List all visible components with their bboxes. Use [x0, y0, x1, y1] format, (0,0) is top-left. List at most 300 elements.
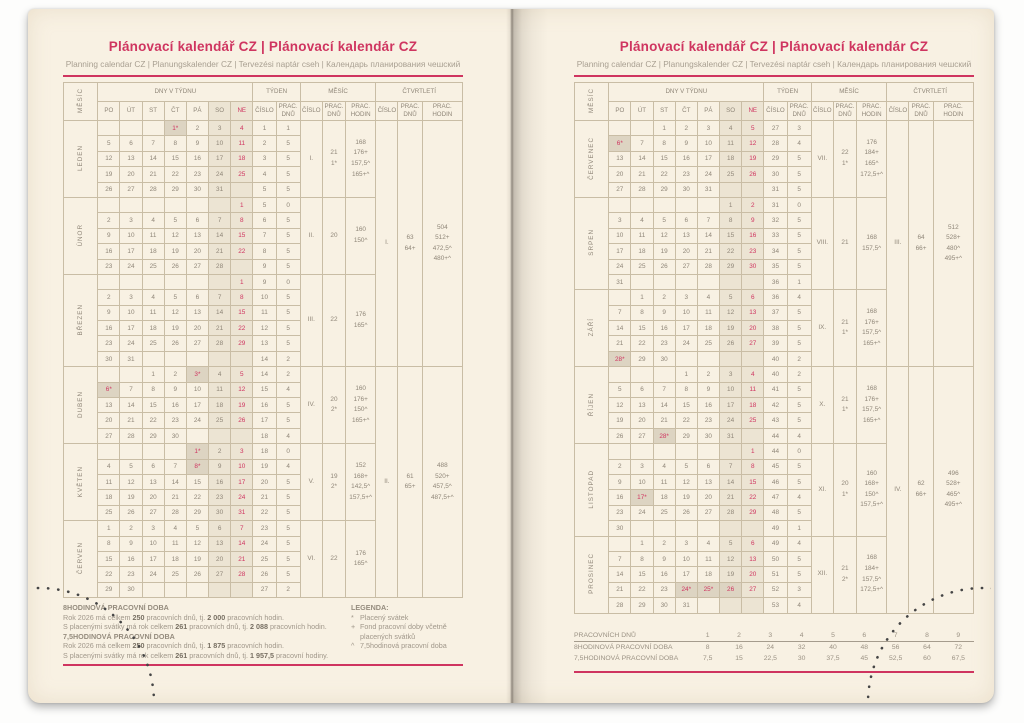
day-cell: 9 — [742, 213, 764, 228]
day-cell: 31 — [209, 182, 231, 197]
day-cell: 19 — [653, 244, 675, 259]
day-cell — [98, 121, 120, 136]
day-cell: 12 — [653, 228, 675, 243]
day-cell: 3 — [609, 213, 631, 228]
month-label: KVĚTEN — [64, 444, 98, 521]
week-number-cell: 49 — [764, 521, 787, 536]
quarter-workdays-cell: 64 66+ — [909, 121, 933, 367]
week-number-cell: 40 — [764, 351, 787, 366]
week-number-cell: 29 — [764, 151, 787, 166]
month-workdays-cell: 20 — [322, 197, 345, 274]
legend-item: * Placený svátek — [351, 612, 409, 622]
day-cell — [231, 351, 253, 366]
day-cell: 9 — [697, 382, 719, 397]
day-cell: 17 — [609, 244, 631, 259]
month-workdays-cell: 22 — [322, 274, 345, 366]
day-cell — [742, 521, 764, 536]
week-workdays-cell: 0 — [276, 197, 300, 212]
month-number-cell: VI. — [300, 521, 322, 598]
day-cell: 28 — [142, 182, 164, 197]
day-cell: 10 — [209, 136, 231, 151]
day-cell: 29 — [742, 505, 764, 520]
week-workdays-cell: 4 — [787, 136, 811, 151]
day-cell — [120, 274, 142, 289]
day-cell: 29 — [631, 351, 653, 366]
day-cell: 15 — [653, 151, 675, 166]
day-cell — [120, 121, 142, 136]
week-workdays-cell: 5 — [276, 136, 300, 151]
quarter-workdays-header: PRAC. DNŮ — [398, 102, 422, 121]
week-number-cell: 22 — [253, 505, 276, 520]
week-workdays-cell: 5 — [787, 505, 811, 520]
month-hours-cell: 160 150^ — [346, 197, 376, 274]
day-header: ÚT — [631, 102, 653, 121]
day-header: NE — [742, 102, 764, 121]
mini-value-cell: 22,5 — [763, 654, 777, 662]
day-cell: 5 — [675, 459, 697, 474]
quarter-hours-cell: 504 512+ 472,5^ 480+^ — [422, 121, 462, 367]
month-number-cell: IV. — [300, 367, 322, 444]
day-cell: 27 — [98, 428, 120, 443]
day-cell: 20 — [98, 413, 120, 428]
day-cell — [631, 274, 653, 289]
month-group-header: MĚSÍC — [811, 83, 887, 102]
week-number-cell: 23 — [253, 521, 276, 536]
week-workdays-cell: 4 — [787, 490, 811, 505]
legend-item: + Fond pracovní doby včetně placených svátků — [351, 622, 447, 641]
page-title: Plánovací kalendář CZ | Plánovací kalendár CZ — [108, 39, 418, 54]
month-label: DUBEN — [64, 367, 98, 444]
week-number-cell: 34 — [764, 244, 787, 259]
day-cell: 15 — [675, 398, 697, 413]
week-number-cell: 26 — [253, 567, 276, 582]
week-number-header: ČÍSLO — [764, 102, 787, 121]
day-cell: 24 — [675, 336, 697, 351]
day-cell: 18 — [697, 567, 719, 582]
day-cell: 5 — [720, 290, 742, 305]
week-workdays-cell: 5 — [787, 182, 811, 197]
day-cell: 25 — [653, 505, 675, 520]
day-cell — [653, 444, 675, 459]
week-workdays-cell: 5 — [276, 228, 300, 243]
week-number-cell: 30 — [764, 167, 787, 182]
day-cell: 26 — [609, 428, 631, 443]
day-cell — [231, 428, 253, 443]
day-cell: 5 — [98, 136, 120, 151]
day-cell — [742, 182, 764, 197]
month-label: SRPEN — [575, 197, 609, 289]
header-rule — [574, 75, 974, 77]
day-cell: 12 — [120, 474, 142, 489]
day-cell: 6 — [742, 536, 764, 551]
day-cell: 10 — [609, 228, 631, 243]
month-number-header: ČÍSLO — [811, 102, 833, 121]
month-label: ÚNOR — [64, 197, 98, 274]
day-cell — [164, 444, 186, 459]
day-cell: 24 — [120, 259, 142, 274]
day-cell: 7 — [631, 136, 653, 151]
day-cell: 9 — [675, 136, 697, 151]
day-cell: 28* — [653, 428, 675, 443]
day-cell: 8 — [231, 213, 253, 228]
day-cell — [720, 444, 742, 459]
day-cell: 1 — [653, 121, 675, 136]
day-cell: 8 — [142, 382, 164, 397]
footer-8h-line: Rok 2026 má celkem 250 pracovních dnů, tj. 2 000 pracovních hodin. — [63, 612, 284, 622]
mini-value-cell: 72 — [954, 643, 963, 651]
day-cell: 6 — [120, 136, 142, 151]
day-cell — [164, 351, 186, 366]
day-cell: 26 — [742, 167, 764, 182]
month-label: LISTOPAD — [575, 444, 609, 536]
week-workdays-cell: 2 — [276, 367, 300, 382]
day-cell: 8 — [742, 459, 764, 474]
day-cell — [186, 274, 208, 289]
day-cell: 23 — [98, 336, 120, 351]
day-cell: 29 — [675, 428, 697, 443]
day-cell — [209, 428, 231, 443]
day-cell — [697, 197, 719, 212]
day-cell: 31 — [675, 598, 697, 613]
day-cell: 18 — [631, 244, 653, 259]
week-number-cell: 44 — [764, 444, 787, 459]
week-number-cell: 36 — [764, 290, 787, 305]
day-cell: 20 — [631, 413, 653, 428]
mini-value-cell: 30 — [797, 654, 806, 662]
day-cell: 21 — [609, 336, 631, 351]
month-number-cell: III. — [300, 274, 322, 366]
day-cell: 28 — [209, 336, 231, 351]
page-subtitle: Planning calendar CZ | Planungskalender CZ | Tervezési naptár cseh | Календарь планирования чешский — [65, 59, 461, 69]
day-cell: 27 — [742, 336, 764, 351]
day-cell: 4 — [142, 290, 164, 305]
week-workdays-cell: 5 — [276, 244, 300, 259]
day-cell: 21 — [231, 551, 253, 566]
day-cell: 16 — [609, 490, 631, 505]
day-cell: 11 — [231, 136, 253, 151]
footer-75h-title: 7,5HODINOVÁ PRACOVNÍ DOBA — [63, 631, 175, 641]
day-cell: 24 — [720, 413, 742, 428]
month-label: ČERVEN — [64, 521, 98, 598]
day-cell — [120, 197, 142, 212]
day-cell: 28 — [209, 259, 231, 274]
day-cell: 16 — [98, 244, 120, 259]
day-cell: 29 — [98, 582, 120, 597]
day-cell: 28 — [631, 182, 653, 197]
week-number-cell: 7 — [253, 228, 276, 243]
day-cell: 6 — [209, 521, 231, 536]
month-workdays-cell: 19 2* — [322, 444, 345, 521]
month-label: BŘEZEN — [64, 274, 98, 366]
day-cell: 13 — [98, 398, 120, 413]
quarter-number-cell: I. — [376, 121, 398, 367]
day-cell: 5 — [231, 367, 253, 382]
day-cell: 23 — [653, 582, 675, 597]
day-cell: 17 — [675, 321, 697, 336]
day-cell — [98, 274, 120, 289]
day-cell: 10 — [120, 305, 142, 320]
day-cell: 20 — [697, 490, 719, 505]
mini-value-cell: 9 — [943, 631, 974, 642]
day-cell: 11 — [631, 228, 653, 243]
day-cell: 1 — [720, 197, 742, 212]
day-cell: 23 — [742, 244, 764, 259]
day-cell: 25 — [98, 505, 120, 520]
month-hours-cell: 168 157,5^ — [857, 197, 887, 289]
day-cell: 31 — [609, 274, 631, 289]
day-cell: 11 — [164, 536, 186, 551]
day-cell: 2 — [164, 367, 186, 382]
week-workdays-cell: 0 — [787, 197, 811, 212]
day-cell: 21 — [609, 582, 631, 597]
day-cell — [653, 274, 675, 289]
day-cell: 15 — [231, 228, 253, 243]
day-cell: 24 — [697, 167, 719, 182]
day-cell — [675, 521, 697, 536]
day-cell: 31 — [697, 182, 719, 197]
quarter-hours-cell: 496 528+ 465^ 495+^ — [933, 367, 973, 613]
mini-value-cell: 8 — [911, 631, 942, 642]
day-cell: 7 — [142, 136, 164, 151]
day-cell — [697, 444, 719, 459]
mini-value-cell: 56 — [891, 643, 900, 651]
week-number-cell: 21 — [253, 490, 276, 505]
day-cell: 1 — [675, 367, 697, 382]
day-cell: 17 — [675, 567, 697, 582]
mini-value-cell: 1 — [692, 631, 723, 642]
day-cell: 25 — [742, 413, 764, 428]
days-group-header: DNY V TÝDNU — [98, 83, 253, 102]
day-cell: 4 — [697, 290, 719, 305]
day-cell: 29 — [142, 428, 164, 443]
day-cell — [231, 259, 253, 274]
day-cell: 11 — [697, 305, 719, 320]
week-workdays-cell: 5 — [276, 167, 300, 182]
day-cell: 3 — [631, 459, 653, 474]
week-workdays-cell: 4 — [787, 598, 811, 613]
day-cell — [631, 121, 653, 136]
day-cell — [631, 444, 653, 459]
day-cell: 10 — [120, 228, 142, 243]
day-cell: 19 — [675, 490, 697, 505]
week-workdays-cell: 1 — [276, 121, 300, 136]
legend — [351, 603, 463, 660]
day-cell — [675, 444, 697, 459]
day-cell: 26 — [720, 582, 742, 597]
week-number-cell: 43 — [764, 413, 787, 428]
day-cell: 22 — [631, 582, 653, 597]
day-cell: 18 — [142, 244, 164, 259]
day-cell: 19 — [164, 321, 186, 336]
week-workdays-header: PRAC. DNŮ — [787, 102, 811, 121]
week-number-cell: 14 — [253, 351, 276, 366]
day-cell: 30 — [697, 428, 719, 443]
week-workdays-cell: 4 — [787, 290, 811, 305]
mini-value-cell: 45 — [860, 654, 869, 662]
day-cell: 3 — [675, 290, 697, 305]
day-header: PÁ — [697, 102, 719, 121]
day-cell: 18 — [742, 398, 764, 413]
day-cell: 30 — [120, 582, 142, 597]
week-workdays-cell: 5 — [276, 213, 300, 228]
mini-value-cell: 40 — [829, 643, 837, 651]
day-cell: 27 — [675, 259, 697, 274]
month-number-cell: XII. — [811, 536, 833, 613]
day-cell: 15 — [720, 228, 742, 243]
mini-value-cell: 37,5 — [826, 654, 840, 662]
day-cell: 21 — [720, 490, 742, 505]
day-cell: 2 — [209, 444, 231, 459]
day-cell: 15 — [231, 305, 253, 320]
week-workdays-cell: 5 — [787, 228, 811, 243]
week-number-cell: 31 — [764, 197, 787, 212]
day-cell — [142, 274, 164, 289]
week-workdays-cell: 5 — [787, 244, 811, 259]
day-cell: 18 — [697, 321, 719, 336]
week-number-cell: 1 — [253, 121, 276, 136]
day-cell: 10 — [675, 305, 697, 320]
day-cell: 5 — [720, 536, 742, 551]
day-cell: 14 — [120, 398, 142, 413]
footer-rule — [63, 664, 463, 666]
week-number-cell: 11 — [253, 305, 276, 320]
day-cell: 5 — [609, 382, 631, 397]
week-workdays-header: PRAC. DNŮ — [276, 102, 300, 121]
day-cell: 7 — [209, 213, 231, 228]
day-cell: 18 — [98, 490, 120, 505]
week-workdays-cell: 5 — [276, 474, 300, 489]
days-group-header: DNY V TÝDNU — [609, 83, 764, 102]
day-cell: 25 — [164, 567, 186, 582]
planner-spread — [28, 9, 994, 703]
footer-8h-title: 8HODINOVÁ PRACOVNÍ DOBA — [63, 603, 169, 613]
day-cell: 11 — [142, 228, 164, 243]
day-cell: 6 — [631, 382, 653, 397]
day-cell: 4 — [209, 367, 231, 382]
day-cell: 25 — [720, 167, 742, 182]
day-cell: 22 — [142, 413, 164, 428]
week-workdays-cell: 5 — [787, 398, 811, 413]
week-number-cell: 25 — [253, 551, 276, 566]
day-cell: 9 — [653, 551, 675, 566]
day-header: SO — [720, 102, 742, 121]
day-cell: 1* — [186, 444, 208, 459]
mini-value-cell: 6 — [849, 631, 880, 642]
day-cell — [609, 444, 631, 459]
day-cell: 4 — [231, 121, 253, 136]
week-number-cell: 5 — [253, 197, 276, 212]
week-number-cell: 49 — [764, 536, 787, 551]
day-cell: 18 — [142, 321, 164, 336]
day-cell: 15 — [186, 474, 208, 489]
week-number-cell: 18 — [253, 444, 276, 459]
week-workdays-cell: 5 — [787, 321, 811, 336]
mini-row-label: PRACOVNÍCH DNŮ — [574, 631, 692, 642]
month-hours-cell: 176 184+ 165^ 172,5+^ — [857, 121, 887, 198]
day-cell — [120, 367, 142, 382]
month-hours-cell: 168 176+ 157,5^ 165+^ — [346, 121, 376, 198]
day-cell: 22 — [675, 413, 697, 428]
week-number-cell: 15 — [253, 382, 276, 397]
day-cell: 18 — [209, 398, 231, 413]
day-cell: 9 — [653, 305, 675, 320]
week-workdays-cell: 4 — [787, 428, 811, 443]
week-workdays-cell: 5 — [787, 413, 811, 428]
workhours-conversion-table — [574, 631, 974, 664]
day-cell — [720, 351, 742, 366]
day-cell: 16 — [164, 398, 186, 413]
day-cell: 11 — [98, 474, 120, 489]
month-workdays-cell: 22 — [322, 521, 345, 598]
week-workdays-cell: 5 — [276, 521, 300, 536]
planning-table-right — [574, 82, 974, 614]
day-cell: 1 — [231, 274, 253, 289]
month-number-cell: I. — [300, 121, 322, 198]
day-cell: 5 — [742, 121, 764, 136]
day-cell: 18 — [720, 151, 742, 166]
day-cell: 31 — [720, 428, 742, 443]
month-number-cell: VII. — [811, 121, 833, 198]
day-cell: 15 — [742, 474, 764, 489]
day-cell: 23 — [120, 567, 142, 582]
day-cell: 17 — [697, 151, 719, 166]
day-cell: 15 — [631, 567, 653, 582]
day-cell: 22 — [98, 567, 120, 582]
day-cell: 14 — [653, 398, 675, 413]
week-number-cell: 36 — [764, 274, 787, 289]
day-cell — [631, 367, 653, 382]
mini-value-cell: 67,5 — [951, 654, 965, 662]
week-workdays-cell: 5 — [787, 213, 811, 228]
week-number-cell: 16 — [253, 398, 276, 413]
week-number-cell: 5 — [253, 182, 276, 197]
day-cell: 12 — [720, 551, 742, 566]
day-cell: 4 — [653, 459, 675, 474]
quarter-hours-cell: 488 520+ 457,5^ 487,5+^ — [422, 367, 462, 598]
week-workdays-cell: 5 — [276, 490, 300, 505]
day-cell: 25 — [209, 413, 231, 428]
day-cell: 26 — [231, 413, 253, 428]
day-cell — [186, 197, 208, 212]
week-workdays-cell: 5 — [276, 305, 300, 320]
day-cell: 10 — [142, 536, 164, 551]
day-cell: 3* — [186, 367, 208, 382]
day-cell: 14 — [631, 151, 653, 166]
day-cell: 27 — [609, 182, 631, 197]
day-cell — [675, 351, 697, 366]
month-hours-cell: 160 168+ 150^ 157,5+^ — [857, 444, 887, 536]
week-workdays-cell: 0 — [276, 444, 300, 459]
day-cell: 22 — [720, 244, 742, 259]
day-cell: 13 — [186, 228, 208, 243]
day-cell — [231, 182, 253, 197]
month-workdays-cell: 21 1* — [833, 290, 856, 367]
week-number-cell: 18 — [253, 428, 276, 443]
day-cell: 16 — [186, 151, 208, 166]
day-cell: 13 — [631, 398, 653, 413]
day-cell: 2 — [653, 536, 675, 551]
page-subtitle: Planning calendar CZ | Planungskalender CZ | Tervezési naptár cseh | Календарь планирования чешский — [576, 59, 972, 69]
day-cell: 18 — [231, 151, 253, 166]
day-cell — [653, 521, 675, 536]
day-cell: 17 — [231, 474, 253, 489]
day-cell — [742, 428, 764, 443]
day-cell: 2 — [653, 290, 675, 305]
week-workdays-cell: 2 — [787, 351, 811, 366]
mini-row-label: 8HODINOVÁ PRACOVNÍ DOBA — [574, 643, 673, 651]
day-cell: 14 — [209, 305, 231, 320]
day-cell: 14 — [609, 321, 631, 336]
